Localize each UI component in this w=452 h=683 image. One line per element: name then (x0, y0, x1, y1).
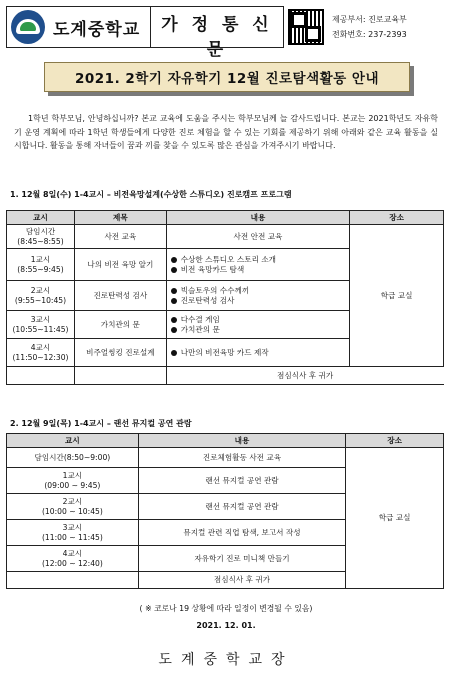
time-cell (7, 281, 75, 311)
content-text: 점심식사 후 귀가 (277, 370, 334, 380)
contact-info (332, 12, 407, 48)
time-line: (9:55~10:45) (14, 295, 67, 305)
table-row (7, 225, 444, 249)
table-row (7, 448, 444, 468)
bullet-text: 나만의 비전육망 카드 제작 (180, 347, 269, 357)
time-line: 3교시 (62, 522, 83, 532)
covid-note: ( ※ 코로나 19 상황에 따라 일정이 변경될 수 있음) (139, 604, 313, 613)
table-header-cell: 내용 (138, 434, 345, 448)
content-cell (166, 281, 350, 311)
content-bullet (171, 315, 348, 325)
phone-text: 전화번호: 237-2393 (332, 30, 407, 39)
content-bullet (171, 255, 348, 265)
content-cell (166, 339, 350, 367)
content-bullet (171, 265, 348, 275)
time-line: 담임시간(8:50~9:00) (34, 452, 111, 462)
time-line: (10:55~11:45) (12, 324, 69, 334)
time-line: 담임시간 (25, 226, 56, 236)
school-logo-box (6, 6, 151, 48)
subject-cell: 사전 교육 (74, 225, 166, 249)
time-cell (7, 572, 139, 589)
bullet-text: 다수결 게임 (180, 314, 220, 324)
time-line: 4교시 (62, 548, 83, 558)
time-line: (8:45~8:55) (17, 236, 64, 246)
time-line: (10:00 ~ 10:45) (41, 506, 103, 516)
bullet-dot-icon (171, 317, 177, 323)
time-cell (7, 546, 139, 572)
time-cell (7, 468, 139, 494)
subject-cell: 나의 비전 육망 알기 (74, 249, 166, 281)
time-cell (7, 249, 75, 281)
bullet-text: 가치관의 문 (180, 324, 220, 334)
dept-text: 제공부서: 진로교육부 (332, 15, 407, 24)
content-cell (166, 249, 350, 281)
notice-banner: 2021. 2학기 자유학기 12월 진로탐색활동 안내 (44, 62, 410, 92)
content-cell: 자유학기 진로 미니책 만들기 (138, 546, 345, 572)
table-header-cell: 내용 (166, 211, 350, 225)
bullet-dot-icon (171, 298, 177, 304)
content-cell: 점심식사 후 귀가 (138, 572, 345, 589)
bullet-dot-icon (171, 267, 177, 273)
content-cell (166, 367, 443, 385)
newsletter-title-box (151, 6, 284, 60)
time-cell (7, 367, 75, 385)
table-header-cell: 교시 (7, 434, 139, 448)
time-line: 4교시 (30, 342, 51, 352)
table-header-cell: 교시 (7, 211, 75, 225)
letterhead (6, 6, 446, 60)
time-line: 3교시 (30, 314, 51, 324)
table-header-cell: 제목 (74, 211, 166, 225)
section2-header-row (7, 434, 444, 448)
time-line: 2교시 (30, 285, 51, 295)
content-bullet (171, 286, 348, 296)
place-cell: 학급 교실 (350, 225, 444, 367)
content-bullet (171, 348, 348, 358)
school-emblem-icon (11, 10, 45, 44)
section1-header-row (7, 211, 444, 225)
bullet-dot-icon (171, 288, 177, 294)
time-cell (7, 520, 139, 546)
time-cell (7, 311, 75, 339)
time-line: (09:00 ~ 9:45) (44, 480, 101, 490)
time-cell (7, 339, 75, 367)
bullet-text: 비전 육망카드 탐색 (180, 264, 245, 274)
bullet-text: 진로탄력성 검사 (180, 295, 235, 305)
subject-cell: 진로탄력성 검사 (74, 281, 166, 311)
time-line: (11:00 ~ 11:45) (41, 532, 103, 542)
time-line: (8:55~9:45) (17, 264, 64, 274)
table-row (7, 367, 444, 385)
bullet-text: 빅슬토우의 수수께끼 (180, 285, 250, 295)
subject-cell (74, 367, 166, 385)
table-header-cell: 장소 (346, 434, 444, 448)
qr-code-icon (288, 9, 324, 45)
content-cell (166, 311, 350, 339)
time-line: (11:50~12:30) (12, 352, 69, 362)
content-cell: 랜선 뮤지컬 공연 관람 (138, 494, 345, 520)
time-line: (12:00 ~ 12:40) (41, 558, 103, 568)
issue-date: 2021. 12. 01. (196, 621, 256, 630)
time-cell (7, 225, 75, 249)
content-bullet (171, 296, 348, 306)
subject-cell: 가치관의 문 (74, 311, 166, 339)
time-line: 2교시 (62, 496, 83, 506)
time-cell (7, 448, 139, 468)
bullet-dot-icon (171, 257, 177, 263)
principal-signature: 도계중학교장 (158, 652, 294, 668)
section1-title: 1. 12월 8일(수) 1-4교시 – 비전육망설계(수상한 스튜디오) 진로캠프 프로그램 (10, 190, 292, 199)
intro-paragraph: 1학년 학부모님, 안녕하십니까? 본교 교육에 도움을 주시는 학부모님께 늘 감사드립니다. 본교는 2021학년도 자유학기 운영 계획에 따라 1학년 학생들에게 다양한 진로 체험을 할 수 있는 기회를 제공하기 위해 아래와 같은 교육 활동을 실시합니다. 활동을 통해 자녀들이 꿈과 끼를 찾을 수 있도록 많은 관심을 가져주시기 바랍니다. (14, 114, 438, 151)
content-cell: 랜선 뮤지컬 공연 관람 (138, 468, 345, 494)
content-cell: 진로체험활동 사전 교육 (138, 448, 345, 468)
table-header-cell: 장소 (350, 211, 444, 225)
section2-table (6, 433, 444, 589)
content-cell: 뮤지컬 관련 직업 탐색, 보고서 작성 (138, 520, 345, 546)
content-text: 사전 안전 교육 (233, 231, 283, 241)
bullet-dot-icon (171, 327, 177, 333)
newsletter-title: 가 정 통 신 문 (161, 15, 273, 60)
bullet-dot-icon (171, 350, 177, 356)
subject-cell: 비주얼씽킹 진로설계 (74, 339, 166, 367)
content-bullet (171, 325, 348, 335)
time-line: 1교시 (30, 254, 51, 264)
section1-table (6, 210, 444, 385)
bullet-text: 수상한 스튜디오 스토리 소개 (180, 254, 276, 264)
school-name: 도계중학교 (53, 19, 141, 40)
section2-title: 2. 12월 9일(목) 1-4교시 – 랜선 뮤지컬 공연 관람 (10, 419, 192, 428)
content-cell (166, 225, 350, 249)
place-cell: 학급 교실 (346, 448, 444, 589)
time-line: 1교시 (62, 470, 83, 480)
time-cell (7, 494, 139, 520)
